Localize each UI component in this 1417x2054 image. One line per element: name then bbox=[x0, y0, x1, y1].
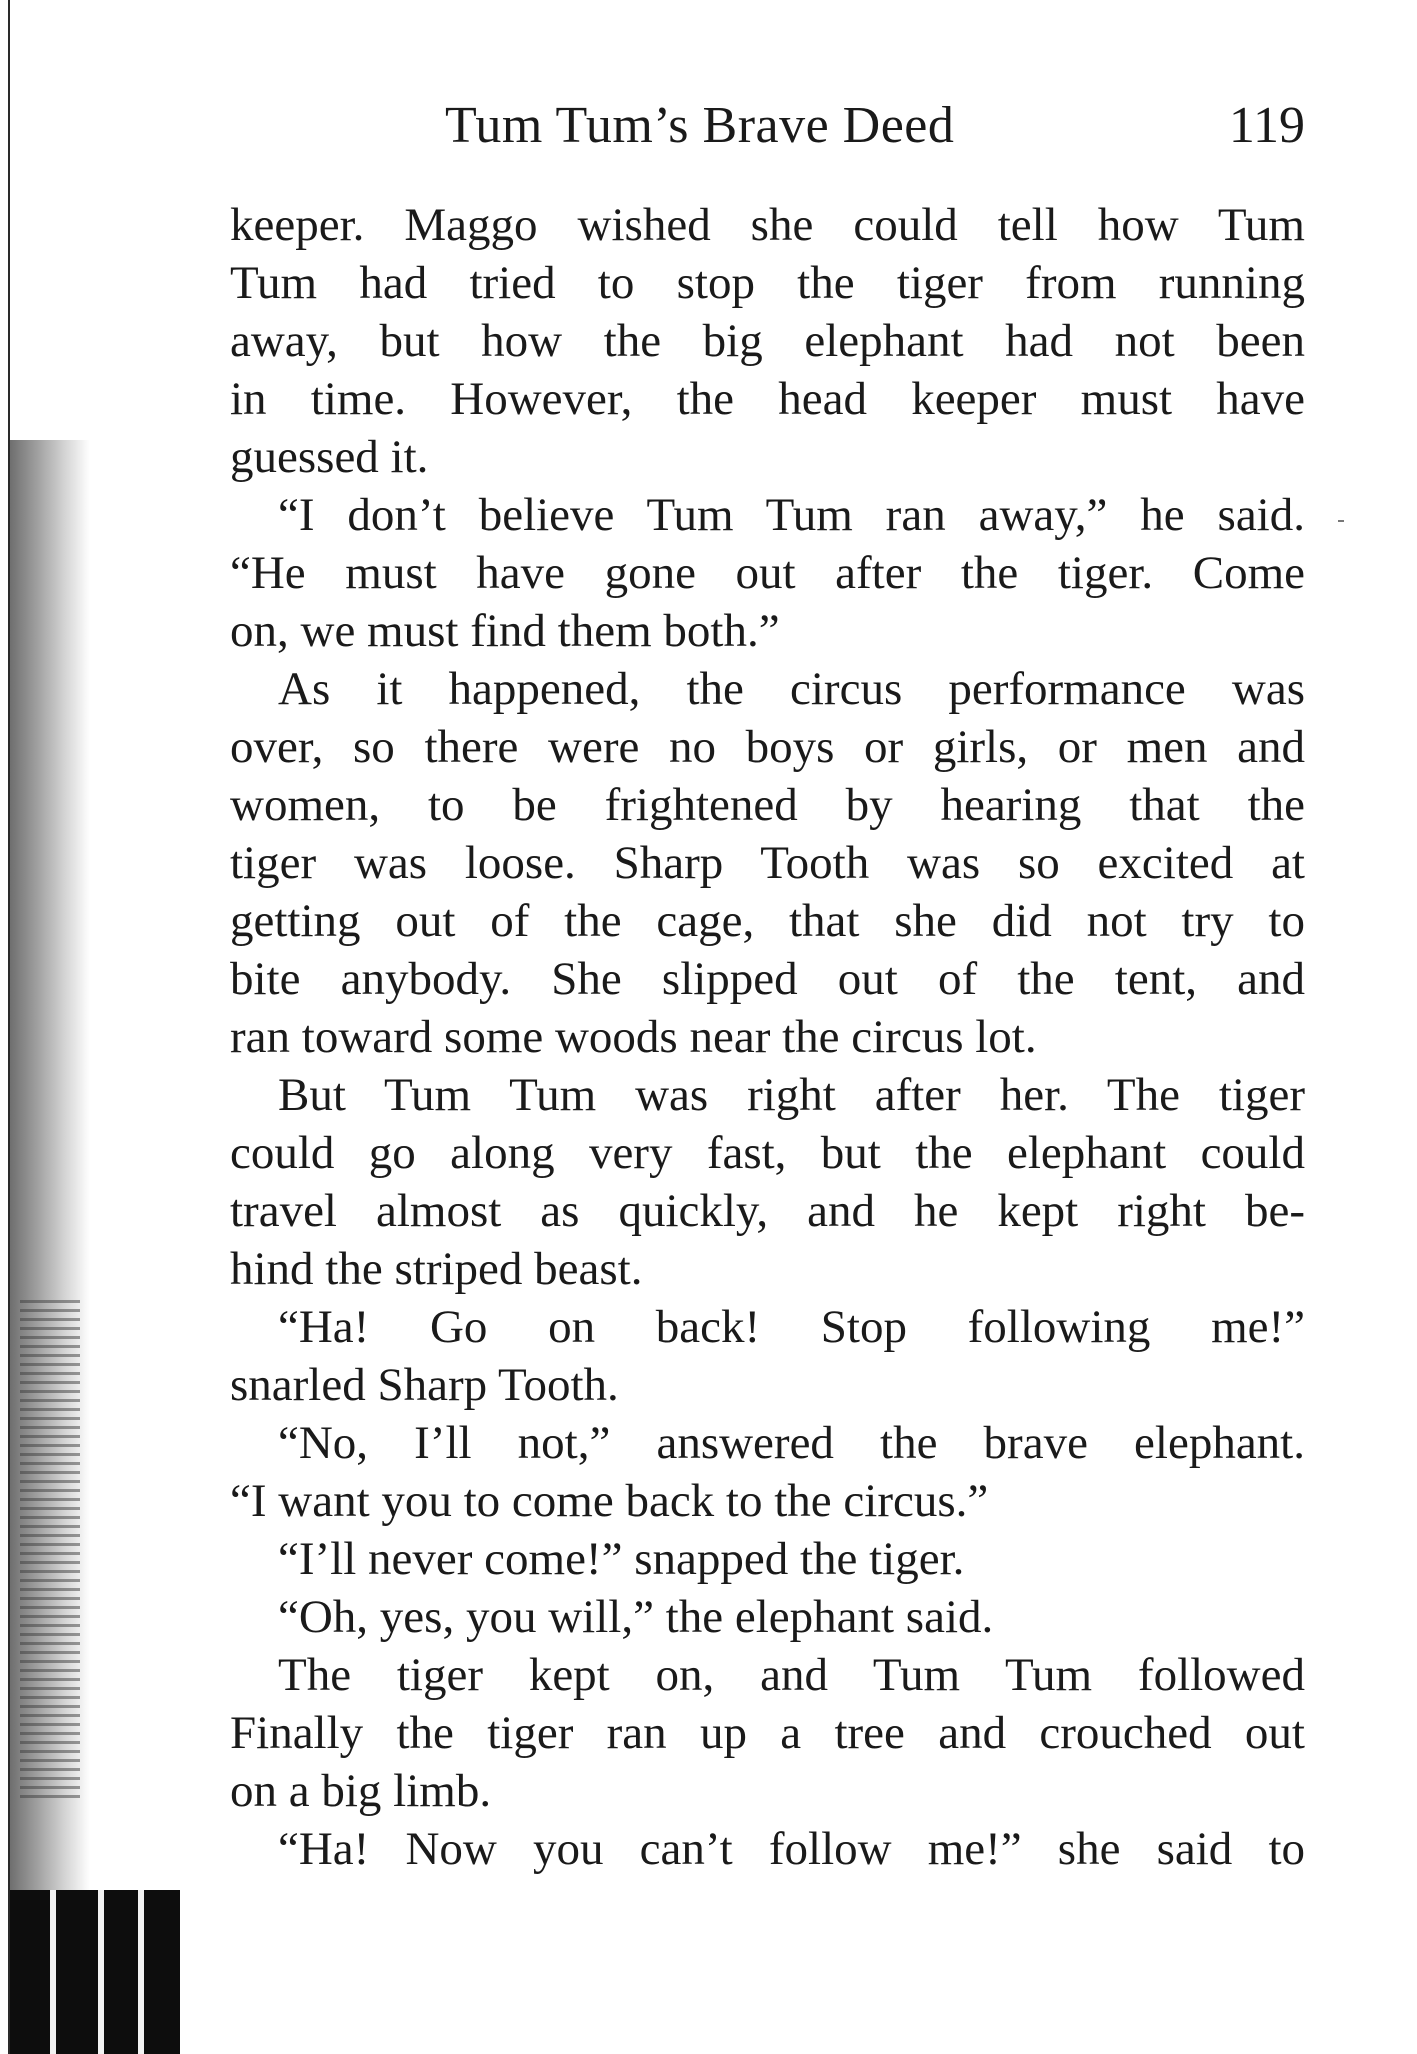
text-line: keeper. Maggo wished she could tell how Tum bbox=[230, 199, 1305, 251]
text-line: women, to be frightened by hearing that the bbox=[230, 779, 1305, 831]
text-line: As it happened, the circus performance was bbox=[278, 663, 1305, 715]
text-line: “I’ll never come!” snapped the tiger. bbox=[278, 1533, 965, 1585]
text-line: But Tum Tum was right after her. The tiger bbox=[278, 1069, 1305, 1121]
binding-stripe bbox=[50, 1890, 56, 2054]
margin-mark bbox=[1338, 520, 1344, 522]
text-line: away, but how the big elephant had not been bbox=[230, 315, 1305, 367]
text-line: travel almost as quickly, and he kept right be- bbox=[230, 1185, 1305, 1237]
text-line: getting out of the cage, that she did not try to bbox=[230, 895, 1305, 947]
text-line: over, so there were no boys or girls, or men and bbox=[230, 721, 1305, 773]
binding-stripe bbox=[98, 1890, 104, 2054]
text-line: “No, I’ll not,” answered the brave elephant. bbox=[278, 1417, 1305, 1469]
text-line: “I don’t believe Tum Tum ran away,” he said. bbox=[278, 489, 1305, 541]
text-line: hind the striped beast. bbox=[230, 1243, 643, 1295]
scan-noise bbox=[20, 1300, 80, 1800]
text-line: Tum had tried to stop the tiger from running bbox=[230, 257, 1305, 309]
text-line: could go along very fast, but the elephant could bbox=[230, 1127, 1305, 1179]
text-line: on a big limb. bbox=[230, 1765, 492, 1817]
text-line: ran toward some woods near the circus lot. bbox=[230, 1011, 1037, 1063]
text-line: guessed it. bbox=[230, 431, 429, 483]
binding-stripe bbox=[138, 1890, 144, 2054]
text-line: “Oh, yes, you will,” the elephant said. bbox=[278, 1591, 994, 1643]
running-head bbox=[230, 96, 1305, 166]
text-line: “I want you to come back to the circus.” bbox=[230, 1475, 989, 1527]
body-text bbox=[230, 196, 1305, 1878]
running-title: Tum Tum’s Brave Deed bbox=[445, 97, 955, 154]
text-line: Finally the tiger ran up a tree and crouched out bbox=[230, 1707, 1305, 1759]
binding-dark-block bbox=[10, 1890, 180, 2054]
text-line: on, we must find them both.” bbox=[230, 605, 780, 657]
text-line: “Ha! Go on back! Stop following me!” bbox=[278, 1301, 1305, 1353]
text-line: bite anybody. She slipped out of the tent, and bbox=[230, 953, 1305, 1005]
text-line: tiger was loose. Sharp Tooth was so excited at bbox=[230, 837, 1305, 889]
book-binding-gutter bbox=[0, 0, 210, 2054]
text-line: in time. However, the head keeper must have bbox=[230, 373, 1305, 425]
text-line: “He must have gone out after the tiger. Come bbox=[230, 547, 1305, 599]
page-number: 119 bbox=[1228, 97, 1305, 154]
text-line: snarled Sharp Tooth. bbox=[230, 1359, 619, 1411]
text-line: “Ha! Now you can’t follow me!” she said to bbox=[278, 1823, 1305, 1875]
text-line: The tiger kept on, and Tum Tum followed bbox=[278, 1649, 1305, 1701]
